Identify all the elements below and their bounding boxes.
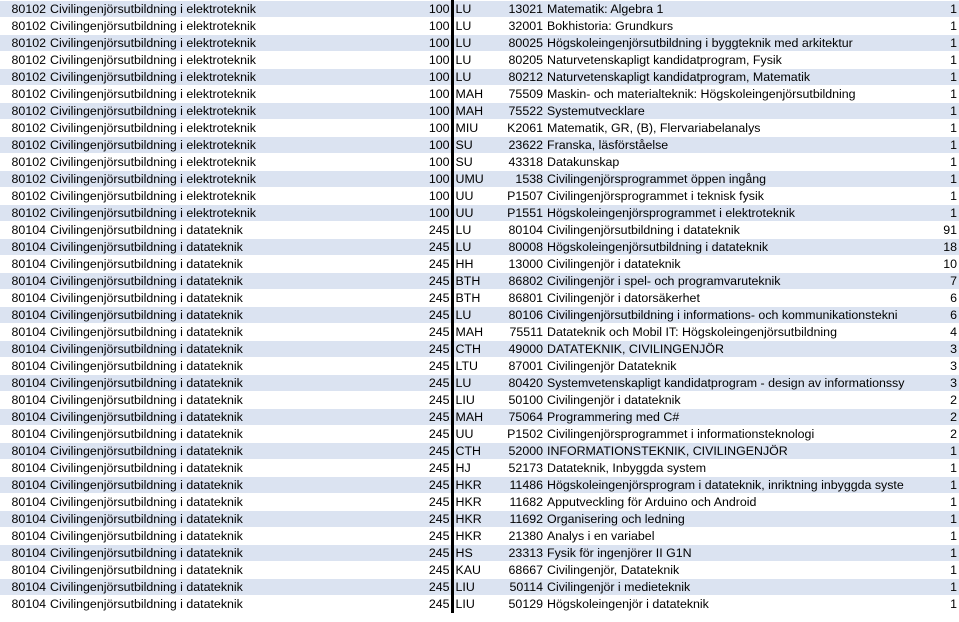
- program-name-cell[interactable]: Civilingenjörsutbildning i elektroteknik: [49, 154, 422, 171]
- program-name-cell[interactable]: Civilingenjörsutbildning i datateknik: [49, 477, 422, 494]
- school-cell[interactable]: SU: [452, 154, 499, 171]
- program-name-cell[interactable]: Civilingenjörsutbildning i datateknik: [49, 460, 422, 477]
- table-row[interactable]: [0, 460, 959, 477]
- course-code-cell[interactable]: 75522: [499, 103, 547, 120]
- program-number-cell[interactable]: 245: [422, 307, 452, 324]
- table-row[interactable]: [0, 69, 959, 86]
- school-cell[interactable]: MAH: [452, 103, 499, 120]
- school-cell[interactable]: MAH: [452, 324, 499, 341]
- course-name-cell[interactable]: Datateknik, Inbyggda system: [547, 460, 930, 477]
- school-cell[interactable]: HH: [452, 256, 499, 273]
- program-code-cell[interactable]: 80102: [0, 35, 49, 52]
- count-cell[interactable]: 1: [930, 477, 959, 494]
- count-cell[interactable]: 1: [930, 562, 959, 579]
- course-code-cell[interactable]: 52000: [499, 443, 547, 460]
- program-code-cell[interactable]: 80104: [0, 324, 49, 341]
- course-name-cell[interactable]: Systemutvecklare: [547, 103, 930, 120]
- program-number-cell[interactable]: 245: [422, 426, 452, 443]
- school-cell[interactable]: LU: [452, 69, 499, 86]
- school-cell[interactable]: LU: [452, 307, 499, 324]
- program-number-cell[interactable]: 245: [422, 511, 452, 528]
- program-code-cell[interactable]: 80104: [0, 256, 49, 273]
- program-number-cell[interactable]: 100: [422, 69, 452, 86]
- table-row[interactable]: [0, 103, 959, 120]
- program-code-cell[interactable]: 80104: [0, 494, 49, 511]
- course-code-cell[interactable]: 21380: [499, 528, 547, 545]
- program-code-cell[interactable]: 80104: [0, 341, 49, 358]
- program-name-cell[interactable]: Civilingenjörsutbildning i elektroteknik: [49, 18, 422, 35]
- program-number-cell[interactable]: 245: [422, 290, 452, 307]
- count-cell[interactable]: 2: [930, 392, 959, 409]
- count-cell[interactable]: 1: [930, 579, 959, 596]
- program-name-cell[interactable]: Civilingenjörsutbildning i datateknik: [49, 341, 422, 358]
- program-number-cell[interactable]: 100: [422, 205, 452, 222]
- program-code-cell[interactable]: 80104: [0, 222, 49, 239]
- program-name-cell[interactable]: Civilingenjörsutbildning i datateknik: [49, 307, 422, 324]
- program-code-cell[interactable]: 80104: [0, 545, 49, 562]
- course-name-cell[interactable]: Organisering och ledning: [547, 511, 930, 528]
- table-row[interactable]: [0, 341, 959, 358]
- program-code-cell[interactable]: 80102: [0, 137, 49, 154]
- program-name-cell[interactable]: Civilingenjörsutbildning i elektroteknik: [49, 171, 422, 188]
- program-number-cell[interactable]: 245: [422, 545, 452, 562]
- course-name-cell[interactable]: Högskoleingenjör i datateknik: [547, 596, 930, 613]
- table-body: [0, 1, 959, 613]
- school-cell[interactable]: BTH: [452, 290, 499, 307]
- program-number-cell[interactable]: 245: [422, 596, 452, 613]
- program-name-cell[interactable]: Civilingenjörsutbildning i datateknik: [49, 494, 422, 511]
- school-cell[interactable]: LIU: [452, 392, 499, 409]
- school-cell[interactable]: LIU: [452, 596, 499, 613]
- course-code-cell[interactable]: 23622: [499, 137, 547, 154]
- table-row[interactable]: [0, 494, 959, 511]
- school-cell[interactable]: LU: [452, 222, 499, 239]
- school-cell[interactable]: CTH: [452, 341, 499, 358]
- count-cell[interactable]: 4: [930, 324, 959, 341]
- program-name-cell[interactable]: Civilingenjörsutbildning i elektroteknik: [49, 1, 422, 18]
- program-name-cell[interactable]: Civilingenjörsutbildning i elektroteknik: [49, 205, 422, 222]
- program-number-cell[interactable]: 245: [422, 409, 452, 426]
- program-number-cell[interactable]: 100: [422, 52, 452, 69]
- program-code-cell[interactable]: 80104: [0, 562, 49, 579]
- program-number-cell[interactable]: 245: [422, 579, 452, 596]
- count-cell[interactable]: 1: [930, 120, 959, 137]
- course-code-cell[interactable]: K2061: [499, 120, 547, 137]
- program-number-cell[interactable]: 100: [422, 1, 452, 18]
- program-name-cell[interactable]: Civilingenjörsutbildning i datateknik: [49, 596, 422, 613]
- course-name-cell[interactable]: Datakunskap: [547, 154, 930, 171]
- program-number-cell[interactable]: 100: [422, 103, 452, 120]
- table-row[interactable]: [0, 477, 959, 494]
- course-name-cell[interactable]: Högskoleingenjörsutbildning i datateknik: [547, 239, 930, 256]
- program-name-cell[interactable]: Civilingenjörsutbildning i datateknik: [49, 239, 422, 256]
- count-cell[interactable]: 3: [930, 341, 959, 358]
- course-code-cell[interactable]: P1502: [499, 426, 547, 443]
- program-number-cell[interactable]: 100: [422, 171, 452, 188]
- school-cell[interactable]: UU: [452, 205, 499, 222]
- program-name-cell[interactable]: Civilingenjörsutbildning i elektroteknik: [49, 137, 422, 154]
- program-number-cell[interactable]: 100: [422, 18, 452, 35]
- course-name-cell[interactable]: Franska, läsförståelse: [547, 137, 930, 154]
- school-cell[interactable]: SU: [452, 137, 499, 154]
- course-name-cell[interactable]: Analys i en variabel: [547, 528, 930, 545]
- course-name-cell[interactable]: Civilingenjör, Datateknik: [547, 562, 930, 579]
- course-name-cell[interactable]: Civilingenjörsprogrammet i teknisk fysik: [547, 188, 930, 205]
- school-cell[interactable]: CTH: [452, 443, 499, 460]
- program-number-cell[interactable]: 245: [422, 239, 452, 256]
- count-cell[interactable]: 3: [930, 375, 959, 392]
- count-cell[interactable]: 1: [930, 596, 959, 613]
- program-name-cell[interactable]: Civilingenjörsutbildning i elektroteknik: [49, 120, 422, 137]
- course-name-cell[interactable]: Högskoleingenjörsprogrammet i elektroteknik: [547, 205, 930, 222]
- table-row[interactable]: [0, 409, 959, 426]
- program-name-cell[interactable]: Civilingenjörsutbildning i datateknik: [49, 528, 422, 545]
- table-row[interactable]: [0, 188, 959, 205]
- count-cell[interactable]: 2: [930, 409, 959, 426]
- count-cell[interactable]: 1: [930, 35, 959, 52]
- school-cell[interactable]: UMU: [452, 171, 499, 188]
- table-row[interactable]: [0, 596, 959, 613]
- program-number-cell[interactable]: 245: [422, 222, 452, 239]
- program-name-cell[interactable]: Civilingenjörsutbildning i elektroteknik: [49, 188, 422, 205]
- table-row[interactable]: [0, 358, 959, 375]
- school-cell[interactable]: LTU: [452, 358, 499, 375]
- program-code-cell[interactable]: 80104: [0, 290, 49, 307]
- table-row[interactable]: [0, 511, 959, 528]
- table-row[interactable]: [0, 18, 959, 35]
- school-cell[interactable]: UU: [452, 426, 499, 443]
- table-row[interactable]: [0, 528, 959, 545]
- course-code-cell[interactable]: 52173: [499, 460, 547, 477]
- course-code-cell[interactable]: P1507: [499, 188, 547, 205]
- count-cell[interactable]: 1: [930, 443, 959, 460]
- program-name-cell[interactable]: Civilingenjörsutbildning i datateknik: [49, 290, 422, 307]
- table-row[interactable]: [0, 1, 959, 18]
- count-cell[interactable]: 1: [930, 86, 959, 103]
- program-name-cell[interactable]: Civilingenjörsutbildning i elektroteknik: [49, 103, 422, 120]
- course-name-cell[interactable]: Datateknik och Mobil IT: Högskoleingenjörsutbildning: [547, 324, 930, 341]
- school-cell[interactable]: UU: [452, 188, 499, 205]
- course-name-cell[interactable]: Civilingenjörsprogrammet i informationsteknologi: [547, 426, 930, 443]
- course-name-cell[interactable]: Högskoleingenjörsprogram i datateknik, inriktning inbyggda syste: [547, 477, 930, 494]
- course-name-cell[interactable]: Naturvetenskapligt kandidatprogram, Fysik: [547, 52, 930, 69]
- program-number-cell[interactable]: 245: [422, 341, 452, 358]
- program-number-cell[interactable]: 100: [422, 35, 452, 52]
- school-cell[interactable]: BTH: [452, 273, 499, 290]
- table-row[interactable]: [0, 205, 959, 222]
- course-name-cell[interactable]: Civilingenjör i spel- och programvaruteknik: [547, 273, 930, 290]
- course-name-cell[interactable]: Civilingenjör i datateknik: [547, 256, 930, 273]
- course-code-cell[interactable]: 1538: [499, 171, 547, 188]
- program-code-cell[interactable]: 80104: [0, 596, 49, 613]
- table-row[interactable]: [0, 307, 959, 324]
- course-name-cell[interactable]: Högskoleingenjörsutbildning i byggteknik med arkitektur: [547, 35, 930, 52]
- count-cell[interactable]: 1: [930, 494, 959, 511]
- program-number-cell[interactable]: 245: [422, 256, 452, 273]
- program-code-cell[interactable]: 80102: [0, 1, 49, 18]
- program-name-cell[interactable]: Civilingenjörsutbildning i datateknik: [49, 579, 422, 596]
- school-cell[interactable]: LU: [452, 52, 499, 69]
- count-cell[interactable]: 10: [930, 256, 959, 273]
- program-number-cell[interactable]: 245: [422, 528, 452, 545]
- table-row[interactable]: [0, 171, 959, 188]
- program-name-cell[interactable]: Civilingenjörsutbildning i datateknik: [49, 562, 422, 579]
- count-cell[interactable]: 1: [930, 69, 959, 86]
- program-code-cell[interactable]: 80104: [0, 307, 49, 324]
- program-name-cell[interactable]: Civilingenjörsutbildning i elektroteknik: [49, 35, 422, 52]
- table-row[interactable]: [0, 52, 959, 69]
- school-cell[interactable]: MAH: [452, 409, 499, 426]
- school-cell[interactable]: LU: [452, 1, 499, 18]
- table-row[interactable]: [0, 120, 959, 137]
- course-code-cell[interactable]: 86802: [499, 273, 547, 290]
- program-name-cell[interactable]: Civilingenjörsutbildning i datateknik: [49, 392, 422, 409]
- course-code-cell[interactable]: 80420: [499, 375, 547, 392]
- program-code-cell[interactable]: 80104: [0, 239, 49, 256]
- course-code-cell[interactable]: 23313: [499, 545, 547, 562]
- table-row[interactable]: [0, 545, 959, 562]
- table-row[interactable]: [0, 86, 959, 103]
- program-number-cell[interactable]: 245: [422, 477, 452, 494]
- program-number-cell[interactable]: 245: [422, 375, 452, 392]
- program-number-cell[interactable]: 245: [422, 358, 452, 375]
- course-code-cell[interactable]: 86801: [499, 290, 547, 307]
- program-name-cell[interactable]: Civilingenjörsutbildning i elektroteknik: [49, 52, 422, 69]
- count-cell[interactable]: 91: [930, 222, 959, 239]
- course-code-cell[interactable]: 13021: [499, 1, 547, 18]
- program-name-cell[interactable]: Civilingenjörsutbildning i datateknik: [49, 426, 422, 443]
- school-cell[interactable]: LIU: [452, 579, 499, 596]
- program-name-cell[interactable]: Civilingenjörsutbildning i datateknik: [49, 256, 422, 273]
- course-name-cell[interactable]: Bokhistoria: Grundkurs: [547, 18, 930, 35]
- count-cell[interactable]: 1: [930, 154, 959, 171]
- program-name-cell[interactable]: Civilingenjörsutbildning i datateknik: [49, 545, 422, 562]
- count-cell[interactable]: 1: [930, 171, 959, 188]
- table-row[interactable]: [0, 222, 959, 239]
- table-row[interactable]: [0, 443, 959, 460]
- program-code-cell[interactable]: 80104: [0, 426, 49, 443]
- program-code-cell[interactable]: 80104: [0, 579, 49, 596]
- program-code-cell[interactable]: 80102: [0, 205, 49, 222]
- table-row[interactable]: [0, 273, 959, 290]
- program-number-cell[interactable]: 100: [422, 120, 452, 137]
- program-number-cell[interactable]: 245: [422, 392, 452, 409]
- school-cell[interactable]: KAU: [452, 562, 499, 579]
- program-code-cell[interactable]: 80102: [0, 69, 49, 86]
- count-cell[interactable]: 3: [930, 358, 959, 375]
- course-code-cell[interactable]: P1551: [499, 205, 547, 222]
- program-code-cell[interactable]: 80102: [0, 18, 49, 35]
- course-code-cell[interactable]: 43318: [499, 154, 547, 171]
- program-name-cell[interactable]: Civilingenjörsutbildning i datateknik: [49, 443, 422, 460]
- school-cell[interactable]: LU: [452, 375, 499, 392]
- program-name-cell[interactable]: Civilingenjörsutbildning i datateknik: [49, 222, 422, 239]
- program-number-cell[interactable]: 100: [422, 154, 452, 171]
- program-number-cell[interactable]: 100: [422, 188, 452, 205]
- program-code-cell[interactable]: 80102: [0, 120, 49, 137]
- course-code-cell[interactable]: 50114: [499, 579, 547, 596]
- course-name-cell[interactable]: Civilingenjörsprogrammet öppen ingång: [547, 171, 930, 188]
- course-code-cell[interactable]: 80025: [499, 35, 547, 52]
- program-code-cell[interactable]: 80102: [0, 188, 49, 205]
- school-cell[interactable]: HKR: [452, 477, 499, 494]
- program-name-cell[interactable]: Civilingenjörsutbildning i datateknik: [49, 324, 422, 341]
- program-name-cell[interactable]: Civilingenjörsutbildning i datateknik: [49, 358, 422, 375]
- count-cell[interactable]: 7: [930, 273, 959, 290]
- table-row[interactable]: [0, 324, 959, 341]
- course-name-cell[interactable]: Fysik för ingenjörer II G1N: [547, 545, 930, 562]
- course-code-cell[interactable]: 75509: [499, 86, 547, 103]
- school-cell[interactable]: HJ: [452, 460, 499, 477]
- school-cell[interactable]: HKR: [452, 511, 499, 528]
- count-cell[interactable]: 1: [930, 188, 959, 205]
- course-code-cell[interactable]: 80106: [499, 307, 547, 324]
- count-cell[interactable]: 1: [930, 137, 959, 154]
- course-code-cell[interactable]: 80104: [499, 222, 547, 239]
- course-code-cell[interactable]: 11486: [499, 477, 547, 494]
- count-cell[interactable]: 1: [930, 545, 959, 562]
- count-cell[interactable]: 1: [930, 528, 959, 545]
- course-code-cell[interactable]: 32001: [499, 18, 547, 35]
- program-code-cell[interactable]: 80102: [0, 52, 49, 69]
- school-cell[interactable]: HKR: [452, 528, 499, 545]
- program-code-cell[interactable]: 80104: [0, 511, 49, 528]
- program-code-cell[interactable]: 80104: [0, 460, 49, 477]
- school-cell[interactable]: HKR: [452, 494, 499, 511]
- program-code-cell[interactable]: 80104: [0, 392, 49, 409]
- school-cell[interactable]: HS: [452, 545, 499, 562]
- program-code-cell[interactable]: 80104: [0, 477, 49, 494]
- program-code-cell[interactable]: 80104: [0, 528, 49, 545]
- school-cell[interactable]: LU: [452, 18, 499, 35]
- program-name-cell[interactable]: Civilingenjörsutbildning i datateknik: [49, 409, 422, 426]
- count-cell[interactable]: 18: [930, 239, 959, 256]
- program-name-cell[interactable]: Civilingenjörsutbildning i elektroteknik: [49, 86, 422, 103]
- course-name-cell[interactable]: DATATEKNIK, CIVILINGENJÖR: [547, 341, 930, 358]
- course-name-cell[interactable]: Systemvetenskapligt kandidatprogram - design av informationssy: [547, 375, 930, 392]
- count-cell[interactable]: 2: [930, 426, 959, 443]
- table-row[interactable]: [0, 137, 959, 154]
- program-number-cell[interactable]: 245: [422, 443, 452, 460]
- table-row[interactable]: [0, 154, 959, 171]
- course-code-cell[interactable]: 50129: [499, 596, 547, 613]
- course-name-cell[interactable]: Naturvetenskapligt kandidatprogram, Matematik: [547, 69, 930, 86]
- course-code-cell[interactable]: 80212: [499, 69, 547, 86]
- course-code-cell[interactable]: 75064: [499, 409, 547, 426]
- program-name-cell[interactable]: Civilingenjörsutbildning i datateknik: [49, 511, 422, 528]
- course-name-cell[interactable]: Programmering med C#: [547, 409, 930, 426]
- program-number-cell[interactable]: 245: [422, 324, 452, 341]
- count-cell[interactable]: 1: [930, 511, 959, 528]
- course-code-cell[interactable]: 87001: [499, 358, 547, 375]
- program-number-cell[interactable]: 245: [422, 273, 452, 290]
- table-row[interactable]: [0, 562, 959, 579]
- program-code-cell[interactable]: 80102: [0, 86, 49, 103]
- course-name-cell[interactable]: Matematik, GR, (B), Flervariabelanalys: [547, 120, 930, 137]
- program-name-cell[interactable]: Civilingenjörsutbildning i elektroteknik: [49, 69, 422, 86]
- course-code-cell[interactable]: 75511: [499, 324, 547, 341]
- school-cell[interactable]: MAH: [452, 86, 499, 103]
- course-name-cell[interactable]: Civilingenjör i datateknik: [547, 392, 930, 409]
- course-code-cell[interactable]: 49000: [499, 341, 547, 358]
- course-code-cell[interactable]: 50100: [499, 392, 547, 409]
- program-code-cell[interactable]: 80104: [0, 273, 49, 290]
- course-name-cell[interactable]: INFORMATIONSTEKNIK, CIVILINGENJÖR: [547, 443, 930, 460]
- course-code-cell[interactable]: 13000: [499, 256, 547, 273]
- count-cell[interactable]: 1: [930, 460, 959, 477]
- table-row[interactable]: [0, 290, 959, 307]
- program-code-cell[interactable]: 80104: [0, 358, 49, 375]
- course-name-cell[interactable]: Civilingenjör i datorsäkerhet: [547, 290, 930, 307]
- table-row[interactable]: [0, 392, 959, 409]
- course-name-cell[interactable]: Civilingenjör Datateknik: [547, 358, 930, 375]
- program-code-cell[interactable]: 80102: [0, 103, 49, 120]
- count-cell[interactable]: 1: [930, 18, 959, 35]
- school-cell[interactable]: MIU: [452, 120, 499, 137]
- program-number-cell[interactable]: 245: [422, 494, 452, 511]
- program-number-cell[interactable]: 245: [422, 562, 452, 579]
- program-number-cell[interactable]: 100: [422, 86, 452, 103]
- course-name-cell[interactable]: Apputveckling för Arduino och Android: [547, 494, 930, 511]
- count-cell[interactable]: 1: [930, 1, 959, 18]
- school-cell[interactable]: LU: [452, 239, 499, 256]
- program-number-cell[interactable]: 100: [422, 137, 452, 154]
- table-row[interactable]: [0, 239, 959, 256]
- course-name-cell[interactable]: Civilingenjörsutbildning i datateknik: [547, 222, 930, 239]
- table-row[interactable]: [0, 35, 959, 52]
- count-cell[interactable]: 6: [930, 290, 959, 307]
- count-cell[interactable]: 1: [930, 103, 959, 120]
- course-name-cell[interactable]: Maskin- och materialteknik: Högskoleingenjörsutbildning: [547, 86, 930, 103]
- program-name-cell[interactable]: Civilingenjörsutbildning i datateknik: [49, 273, 422, 290]
- table-row[interactable]: [0, 579, 959, 596]
- count-cell[interactable]: 1: [930, 52, 959, 69]
- program-code-cell[interactable]: 80104: [0, 375, 49, 392]
- program-code-cell[interactable]: 80104: [0, 443, 49, 460]
- course-code-cell[interactable]: 11692: [499, 511, 547, 528]
- table-row[interactable]: [0, 426, 959, 443]
- count-cell[interactable]: 1: [930, 205, 959, 222]
- program-code-cell[interactable]: 80102: [0, 171, 49, 188]
- course-code-cell[interactable]: 80008: [499, 239, 547, 256]
- course-name-cell[interactable]: Matematik: Algebra 1: [547, 1, 930, 18]
- program-code-cell[interactable]: 80104: [0, 409, 49, 426]
- course-code-cell[interactable]: 80205: [499, 52, 547, 69]
- table-row[interactable]: [0, 256, 959, 273]
- course-name-cell[interactable]: Civilingenjör i medieteknik: [547, 579, 930, 596]
- school-cell[interactable]: LU: [452, 35, 499, 52]
- course-code-cell[interactable]: 68667: [499, 562, 547, 579]
- table-row[interactable]: [0, 375, 959, 392]
- program-number-cell[interactable]: 245: [422, 460, 452, 477]
- course-name-cell[interactable]: Civilingenjörsutbildning i informations- och kommunikationstekni: [547, 307, 930, 324]
- program-code-cell[interactable]: 80102: [0, 154, 49, 171]
- course-code-cell[interactable]: 11682: [499, 494, 547, 511]
- count-cell[interactable]: 6: [930, 307, 959, 324]
- program-name-cell[interactable]: Civilingenjörsutbildning i datateknik: [49, 375, 422, 392]
